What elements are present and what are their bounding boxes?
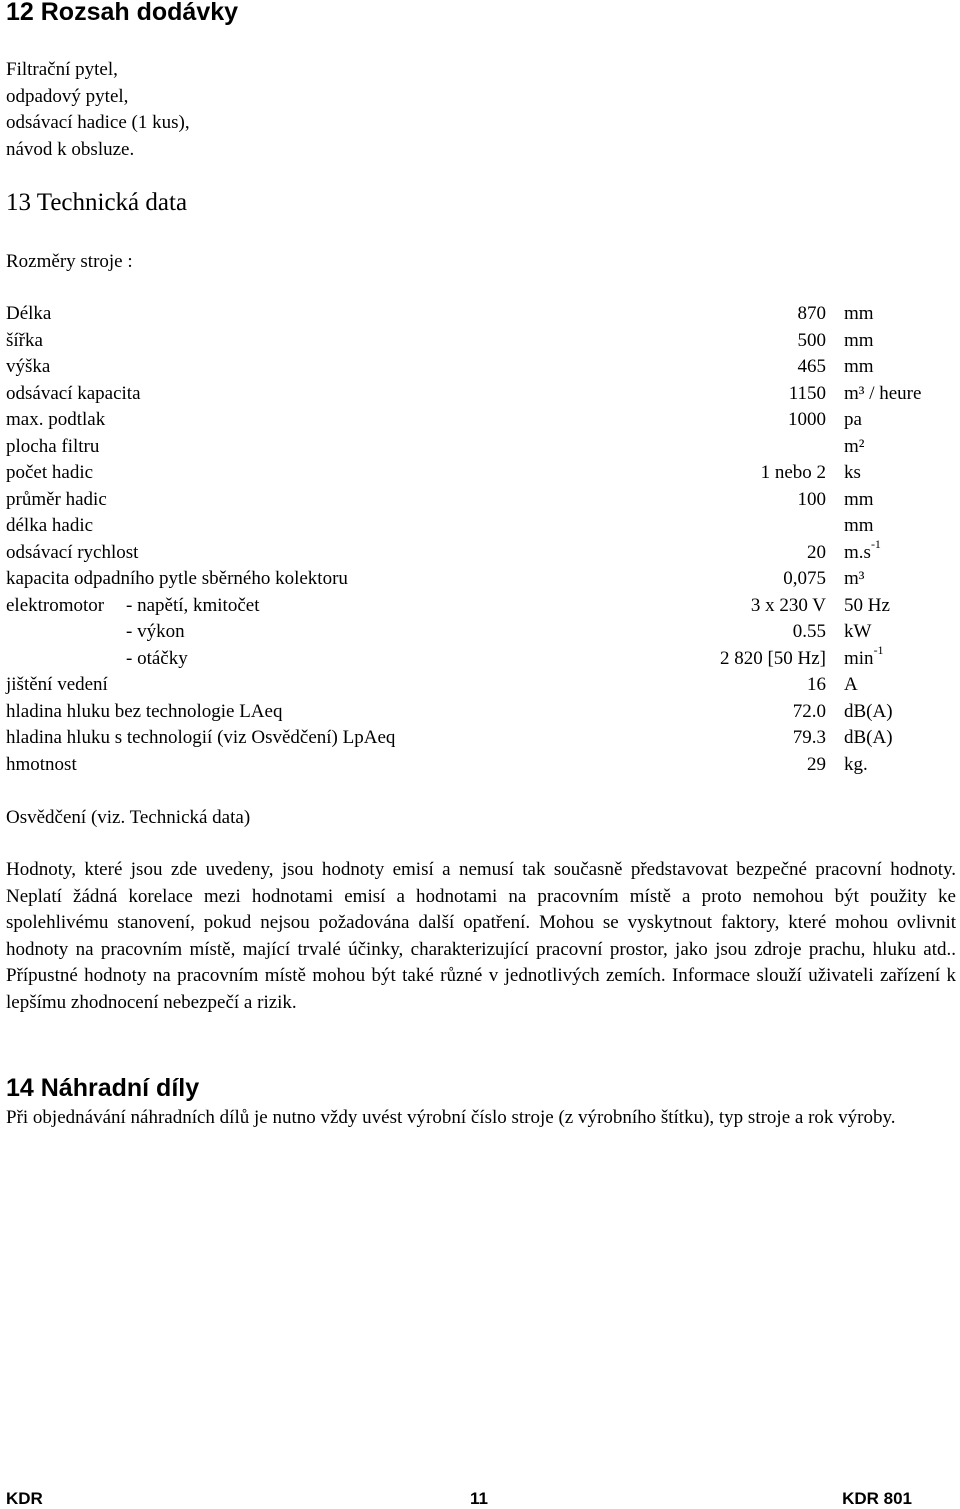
spec-label: průměr hadic (6, 488, 107, 510)
section-14-heading: 14 Náhradní díly (6, 1074, 200, 1102)
spec-label: odsávací kapacita (6, 382, 141, 404)
spec-label: počet hadic (6, 462, 94, 483)
spec-unit (844, 752, 868, 779)
spec-unit (844, 537, 881, 567)
spec-row (6, 643, 946, 673)
spec-value: 79.3 (792, 727, 826, 748)
spec-unit-text: m.s (844, 541, 871, 563)
spec-value: 1 nebo 2 (760, 462, 826, 483)
spec-row (6, 537, 946, 567)
spec-value: 72.0 (792, 700, 826, 722)
spec-label: délka hadic (6, 515, 94, 536)
spec-unit (844, 725, 893, 752)
spec-value: 3 x 230 V (750, 594, 826, 616)
spec-label: hmotnost (6, 753, 77, 775)
spec-sublabel: - napětí, kmitočet (126, 594, 260, 616)
spec-label: výška (6, 356, 51, 377)
spec-row (6, 487, 946, 514)
spec-unit-text: mm (844, 303, 874, 324)
spare-parts-text: Při objednávání náhradních dílů je nutno vždy uvést výrobní číslo stroje (z výrobního štítku), typ stroje a rok výroby. (6, 1107, 896, 1128)
dimensions-label: Rozměry stroje : (6, 251, 133, 272)
spec-unit-text: mm (844, 515, 874, 536)
spec-unit (844, 593, 890, 620)
footer-right: KDR 801 (842, 1489, 912, 1508)
spec-label: max. podtlak (6, 409, 106, 430)
spec-row (6, 566, 946, 593)
spec-row (6, 752, 946, 779)
spec-value: 16 (807, 674, 826, 695)
spec-row (6, 672, 946, 699)
spec-row (6, 434, 946, 461)
spec-row (6, 513, 946, 540)
spec-unit-text: dB(A) (844, 700, 893, 722)
spec-row (6, 460, 946, 487)
spec-unit-text: mm (844, 356, 874, 377)
spec-value: 500 (797, 329, 826, 351)
spec-label: jištění vedení (6, 674, 108, 695)
spec-label: šířka (6, 329, 43, 351)
spec-value: 0.55 (792, 621, 826, 642)
spec-row (6, 699, 946, 726)
spec-value: 2 820 [50 Hz] (719, 647, 826, 669)
spec-row (6, 381, 946, 408)
spec-row (6, 354, 946, 381)
spec-unit (844, 672, 858, 699)
spec-label: elektromotor (6, 594, 105, 616)
spec-unit (844, 301, 874, 328)
spec-label: hladina hluku bez technologie LAeq (6, 700, 283, 722)
page-footer (0, 1488, 960, 1509)
spec-value: 100 (797, 488, 826, 510)
spec-row (6, 593, 946, 620)
spec-unit (844, 407, 862, 434)
spec-unit-exponent: -1 (873, 643, 884, 658)
spec-label: plocha filtru (6, 435, 100, 457)
spec-unit-text: 50 Hz (844, 594, 890, 616)
delivery-item: odsávací hadice (1 kus), (6, 112, 190, 133)
spec-unit (844, 328, 874, 355)
spec-value: 0,075 (783, 568, 826, 589)
spec-row (6, 301, 946, 328)
section-13-heading: 13 Technická data (6, 189, 188, 216)
spec-unit (844, 643, 884, 673)
spec-unit (844, 699, 893, 726)
spec-unit-text: kg. (844, 753, 868, 775)
spec-unit-text: min (844, 647, 874, 669)
spec-unit-text: m³ (844, 568, 865, 589)
section-12-heading: 12 Rozsah dodávky (6, 0, 239, 26)
spec-unit (844, 434, 864, 461)
spec-unit (844, 566, 864, 593)
page-number: 11 (470, 1489, 488, 1508)
spec-unit (844, 619, 871, 646)
footer-left: KDR (6, 1489, 43, 1508)
spec-unit-text: m³ / heure (844, 382, 922, 404)
spec-unit-text: kW (844, 621, 872, 642)
spec-unit-text: mm (844, 329, 874, 351)
spec-unit (844, 354, 874, 381)
spec-value: 29 (807, 753, 826, 775)
spec-unit-text: A (844, 674, 858, 695)
spec-unit-text: dB(A) (844, 727, 893, 748)
delivery-item: odpadový pytel, (6, 85, 129, 107)
certification-paragraph (6, 857, 956, 1017)
spec-unit (844, 487, 874, 514)
spec-row (6, 328, 946, 355)
spec-label: odsávací rychlost (6, 541, 139, 563)
spec-value: 1150 (788, 382, 826, 404)
delivery-scope-list (6, 57, 190, 163)
spec-unit-text: m² (844, 435, 865, 457)
spec-value: 465 (797, 356, 826, 377)
spec-unit-text: pa (844, 409, 862, 430)
spec-row (6, 619, 946, 646)
spec-unit (844, 381, 921, 408)
spec-sublabel: - výkon (126, 621, 185, 642)
certification-text: Hodnoty, které jsou zde uvedeny, jsou hodnoty emisí a nemusí tak současně představovat bezpečné pracovní hodnoty. Neplatí žádná korelace mezi hodnotami emisí a hodnotami na pracovním místě a proto nemohou být použity ke spolehlivému stanovení, pokud nejsou požadována další opatření. Mohou se vyskytnout faktory, které mohou ovlivnit hodnoty na pracovním místě, mající trvalé účinky, charakterizující pracovní prostor, jako jsou zdroje prachu, hluku atd.. Přípustné hodnoty na pracovním místě mohou být také různé v jednotlivých zemích. Informace slouží uživateli zařízení k lepšímu zhodnocení nebezpečí a rizik. (6, 859, 956, 1013)
spec-row (6, 725, 946, 752)
spec-value: 870 (797, 303, 826, 324)
spec-label: kapacita odpadního pytle sběrného kolektoru (6, 568, 348, 589)
delivery-item: Filtrační pytel, (6, 59, 118, 80)
spec-label: hladina hluku s technologií (viz Osvědčení) LpAeq (6, 727, 396, 748)
spec-unit (844, 513, 874, 540)
spec-unit-text: ks (844, 462, 861, 483)
technical-data-table (6, 301, 946, 778)
spec-unit (844, 460, 861, 487)
spec-unit-text: mm (844, 488, 874, 510)
spec-sublabel: - otáčky (126, 647, 188, 669)
spec-value: 20 (807, 541, 826, 563)
spec-unit-exponent: -1 (870, 537, 881, 552)
spec-label: Délka (6, 303, 52, 324)
certification-title: Osvědčení (viz. Technická data) (6, 807, 251, 828)
spare-parts-paragraph (6, 1104, 906, 1132)
spec-value: 1000 (788, 409, 826, 430)
spec-row (6, 407, 946, 434)
delivery-item: návod k obsluze. (6, 138, 135, 160)
